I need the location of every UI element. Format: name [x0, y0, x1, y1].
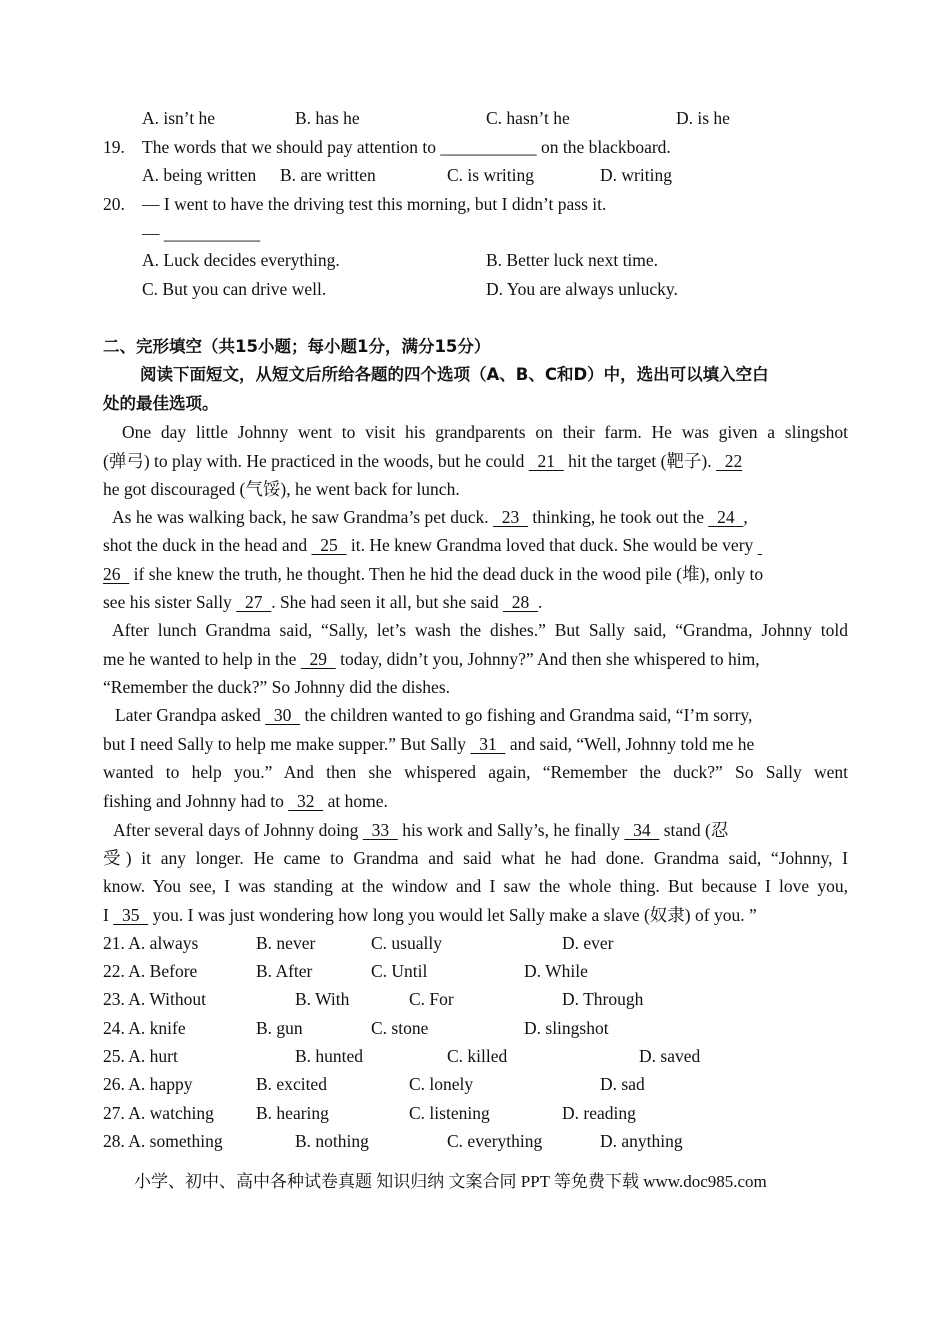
option-d: D. is he — [676, 108, 730, 128]
blank-22: 22 — [716, 451, 743, 471]
option-b: B. are written — [280, 165, 376, 185]
blank-23: 23 — [493, 507, 529, 527]
question-23-options: 23. A. Without B. With C. For D. Through — [103, 989, 644, 1009]
blank-32: 32 — [288, 791, 324, 811]
option-d: D. writing — [600, 165, 672, 185]
question-19-options — [103, 164, 848, 186]
passage-line: After lunch Grandma said, “Sally, let’s wash the dishes.” But Sally said, “Grandma, Johnny told — [112, 620, 848, 640]
question-19 — [103, 136, 848, 158]
question-20-options-row2 — [103, 278, 848, 300]
passage-line: (弹弓) to play with. He practiced in the woods, but he could 21 hit the target (靶子). 22 — [103, 451, 743, 471]
option-c: C. hasn’t he — [486, 108, 570, 128]
prev-question-options — [103, 107, 848, 129]
passage-line: know. You see, I was standing at the window and I saw the whole thing. But because I love you, — [103, 876, 848, 896]
passage-line: Later Grandpa asked 30 the children wanted to go fishing and Grandma said, “I’m sorry, — [115, 705, 753, 725]
passage-line: I 35 you. I was just wondering how long you would let Sally make a slave (奴隶) of you. ” — [103, 905, 757, 925]
question-20-text: — I went to have the driving test this morning, but I didn’t pass it. — [142, 194, 607, 214]
passage-line: shot the duck in the head and 25 it. He knew Grandma loved that duck. She would be very — [103, 535, 758, 555]
passage-line: As he was walking back, he saw Grandma’s pet duck. 23 thinking, he took out the 24 , — [112, 507, 748, 527]
answer-blank: ___________ — [163, 223, 261, 243]
passage-line: One day little Johnny went to visit his grandparents on their farm. He was given a slingshot — [122, 422, 848, 442]
blank-27: 27 — [236, 592, 272, 612]
option-a: A. being written — [142, 165, 257, 185]
question-26-options: 26. A. happy B. excited C. lonely D. sad — [103, 1074, 645, 1094]
section-instruction: 阅读下面短文，从短文后所给各题的四个选项（A、B、C和D）中，选出可以填入空白 — [140, 365, 769, 384]
blank-26: 26 — [103, 564, 130, 584]
page-footer: 小学、初中、高中各种试卷真题 知识归纳 文案合同 PPT 等免费下载 www.doc985.com — [134, 1172, 767, 1191]
blank-35: 35 — [113, 905, 149, 925]
option-d: D. You are always unlucky. — [486, 279, 678, 299]
question-22-options: 22. A. Before B. After C. Until D. While — [103, 961, 588, 981]
passage-line: wanted to help you.” And then she whispered again, “Remember the duck?” So Sally went — [103, 762, 848, 782]
question-25-options: 25. A. hurt B. hunted C. killed D. saved — [103, 1046, 701, 1066]
option-b: B. Better luck next time. — [486, 250, 659, 270]
passage-line: After several days of Johnny doing 33 his work and Sally’s, he finally 34 stand (忍 — [113, 820, 729, 840]
blank-24: 24 — [708, 507, 744, 527]
passage-line: fishing and Johnny had to 32 at home. — [103, 791, 388, 811]
blank-21: 21 — [528, 451, 564, 471]
passage-line: see his sister Sally 27 . She had seen it all, but she said 28 . — [103, 592, 543, 612]
question-20-response: — ___________ — [142, 223, 261, 243]
question-20 — [103, 193, 848, 215]
answer-blank: ___________ — [440, 137, 537, 157]
question-28-options: 28. A. something B. nothing C. everything D. anything — [103, 1131, 683, 1151]
passage-line: he got discouraged (气馁), he went back for lunch. — [103, 479, 460, 499]
passage-line: 26 if she knew the truth, he thought. Then he hid the dead duck in the wood pile (堆), only to — [103, 564, 764, 584]
option-b: B. has he — [295, 108, 360, 128]
question-27-options: 27. A. watching B. hearing C. listening D. reading — [103, 1103, 636, 1123]
blank-29: 29 — [300, 649, 336, 669]
question-number: 20. — [103, 194, 125, 214]
blank-25: 25 — [311, 535, 347, 555]
passage-line: me he wanted to help in the 29 today, didn’t you, Johnny?” And then she whispered to him, — [103, 649, 760, 669]
question-21-options: 21. A. always B. never C. usually D. ever — [103, 933, 614, 953]
blank-33: 33 — [362, 820, 398, 840]
question-24-options: 24. A. knife B. gun C. stone D. slingshot — [103, 1018, 609, 1038]
question-20-options-row1 — [103, 249, 848, 271]
option-a: A. isn’t he — [142, 108, 216, 128]
option-c: C. is writing — [447, 165, 535, 185]
passage-line: but I need Sally to help me make supper.” But Sally 31 and said, “Well, Johnny told me he — [103, 734, 755, 754]
passage-line: 受) it any longer. He came to Grandma and said what he had done. Grandma said, “Johnny, I — [103, 848, 848, 868]
blank-31: 31 — [470, 734, 506, 754]
passage-line: “Remember the duck?” So Johnny did the dishes. — [103, 677, 451, 697]
blank-30: 30 — [265, 705, 301, 725]
section-instruction-cont: 处的最佳选项。 — [103, 394, 219, 413]
blank-34: 34 — [624, 820, 660, 840]
blank-28: 28 — [503, 592, 539, 612]
section-heading: 二、完形填空（共15小题；每小题1分，满分15分） — [103, 337, 491, 356]
option-a: A. Luck decides everything. — [142, 250, 340, 270]
option-c: C. But you can drive well. — [142, 279, 327, 299]
question-19-text: The words that we should pay attention to ___________ on the blackboard. — [142, 137, 671, 157]
question-number: 19. — [103, 137, 125, 157]
